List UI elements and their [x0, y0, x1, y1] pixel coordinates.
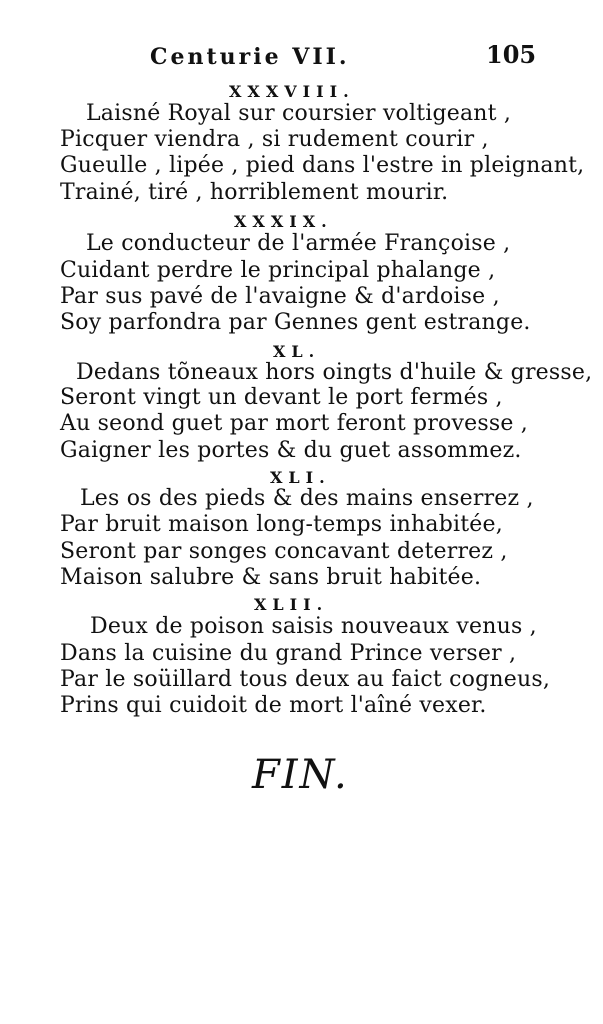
verse-line: Prins qui cuidoit de mort l'aîné vexer.	[60, 693, 487, 718]
verse-line: Gueulle , lipée , pied dans l'estre in pleignant,	[60, 153, 585, 178]
verse-line: Maison salubre & sans bruit habitée.	[60, 565, 482, 590]
verse-line: Le conducteur de l'armée Françoise ,	[86, 231, 511, 256]
running-head: Centurie VII.	[150, 44, 350, 70]
verse-line: Picquer viendra , si rudement courir ,	[60, 127, 489, 152]
verse-line: Au seond guet par mort feront provesse ,	[60, 411, 528, 436]
verse-line: Laisné Royal sur coursier voltigeant ,	[86, 101, 512, 126]
verse-line: Dans la cuisine du grand Prince verser ,	[60, 641, 517, 666]
verse-line: Gaigner les portes & du guet assommez.	[60, 438, 522, 463]
verse-line: Soy parfondra par Gennes gent estrange.	[60, 310, 531, 335]
verse-line: Les os des pieds & des mains enserrez ,	[80, 486, 534, 511]
quatrain-numeral: XL.	[273, 342, 321, 361]
fin-ending: FIN.	[252, 752, 349, 798]
verse-line: Cuidant perdre le principal phalange ,	[60, 258, 496, 283]
page-number: 105	[486, 40, 537, 69]
quatrain-numeral: XLII.	[254, 595, 329, 614]
verse-line: Par le soüillard tous deux au faict cogneus,	[60, 667, 551, 692]
verse-line: Deux de poison saisis nouveaux venus ,	[90, 614, 537, 639]
quatrain-numeral: XLI.	[270, 468, 331, 487]
verse-line: Trainé, tiré , horriblement mourir.	[60, 180, 449, 205]
verse-line: Seront vingt un devant le port fermés ,	[60, 385, 503, 410]
verse-line: Dedans tõneaux hors oingts d'huile & gresse,	[76, 360, 593, 385]
verse-line: Par sus pavé de l'avaigne & d'ardoise ,	[60, 284, 500, 309]
quatrain-numeral: XXXVIII.	[229, 82, 355, 101]
verse-line: Seront par songes concavant deterrez ,	[60, 539, 508, 564]
verse-line: Par bruit maison long-temps inhabitée,	[60, 512, 503, 537]
quatrain-numeral: XXXIX.	[234, 212, 333, 231]
